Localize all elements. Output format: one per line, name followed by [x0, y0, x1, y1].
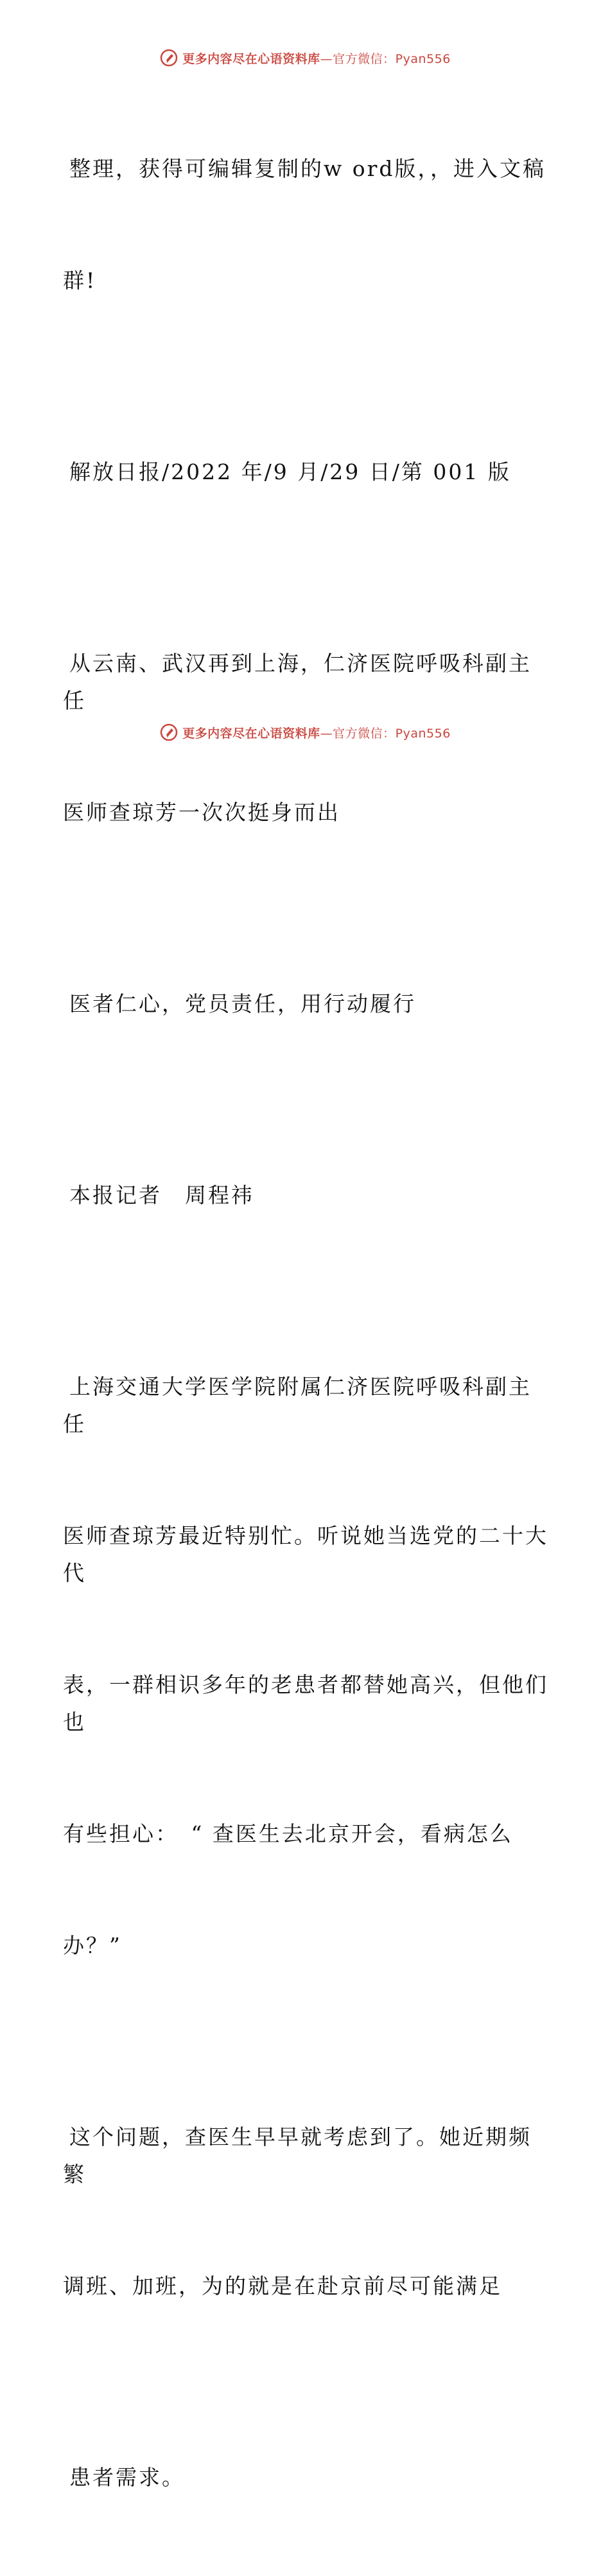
- text-line: 从云南、武汉再到上海，仁济医院呼吸科副主任: [63, 651, 532, 713]
- text-line: 群!: [63, 268, 97, 293]
- paragraph-subheadline: [63, 911, 551, 1097]
- paragraph-intro: [63, 76, 551, 374]
- text-line: 医师查琼芳一次次挺身而出: [63, 800, 340, 825]
- paragraph-byline: [63, 1102, 551, 1289]
- text-line: 有些担心： “ 查医生去北京开会，看病怎么: [63, 1821, 513, 1846]
- text-line: 上海交通大学医学院附属仁济医院呼吸科副主任: [63, 1374, 532, 1436]
- banner-text: 更多内容尽在心语资料库—官方微信：Pyan556: [182, 726, 451, 741]
- banner-text: 更多内容尽在心语资料库—官方微信：Pyan556: [182, 51, 451, 66]
- paragraph-body-1: [63, 1294, 551, 2039]
- text-line: 这个问题，查医生早早就考虑到了。她近期频繁: [63, 2124, 532, 2187]
- paragraph-body-2: [63, 2044, 551, 2379]
- pen-nib-circle-icon: [159, 723, 179, 742]
- text-line: 本报记者 周程祎: [69, 1183, 254, 1208]
- paragraph-source: [63, 379, 551, 565]
- text-line: 医者仁心，党员责任，用行动履行: [69, 991, 416, 1016]
- text-line: 整理，获得可编辑复制的w ord版，，进入文稿: [69, 156, 546, 181]
- document-body: [63, 76, 551, 2576]
- text-line: 表，一群相识多年的老患者都替她高兴，但他们也: [63, 1672, 548, 1734]
- paragraph-body-3: [63, 2385, 551, 2571]
- pen-nib-circle-icon: [159, 48, 179, 67]
- footer-watermark-banner: [0, 719, 610, 745]
- text-line: 办？”: [63, 1933, 122, 1958]
- text-line: 医师查琼芳最近特别忙。听说她当选党的二十大代: [63, 1523, 548, 1585]
- text-line: 调班、加班，为的就是在赴京前尽可能满足: [63, 2273, 502, 2298]
- text-line: 患者需求。: [69, 2465, 185, 2490]
- text-line: 解放日报/2022 年/9 月/29 日/第 001 版: [69, 459, 511, 484]
- header-watermark-banner: [0, 45, 610, 71]
